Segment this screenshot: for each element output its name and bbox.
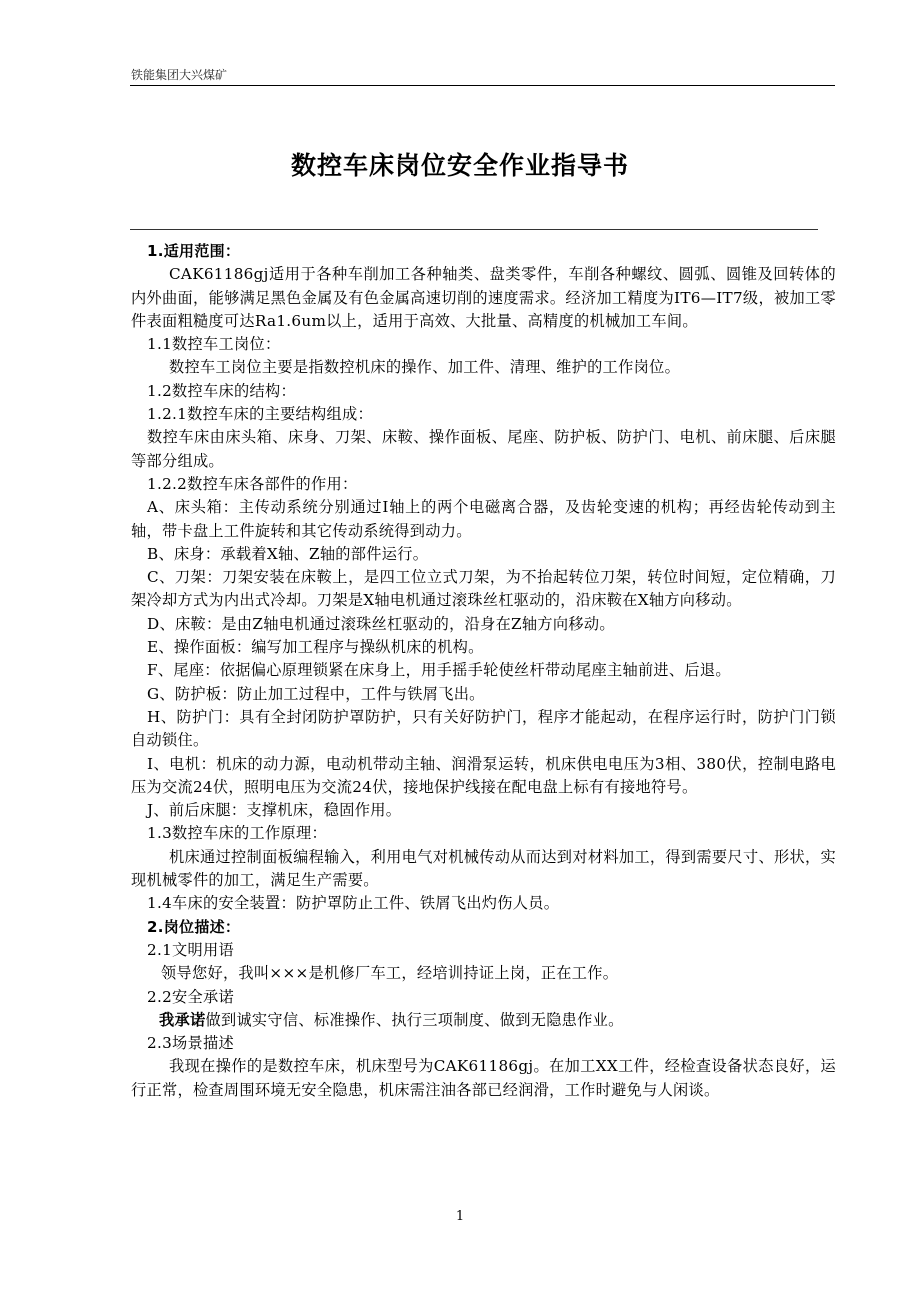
- section-2-2-heading: 2.2安全承诺: [147, 987, 235, 1006]
- part-item-c: C、刀架：刀架安装在床鞍上，是四工位立式刀架，为不抬起转位刀架，转位时间短，定位精确，刀架冷却方式为内出式冷却。刀架是X轴电机通过滚珠丝杠驱动的，沿床鞍在X轴方向移动。: [131, 568, 836, 610]
- section-1-3-heading: 1.3数控车床的工作原理：: [147, 824, 327, 843]
- header-divider: [130, 85, 835, 86]
- header-org-name: 铁能集团大兴煤矿: [131, 68, 228, 82]
- section-1-2-heading: 1.2数控车床的结构：: [147, 381, 296, 400]
- part-item-d: D、床鞍：是由Z轴电机通过滚珠丝杠驱动的，沿身在Z轴方向移动。: [147, 614, 615, 633]
- section-1-2-1-body: 数控车床由床头箱、床身、刀架、床鞍、操作面板、尾座、防护板、防护门、电机、前床腿、后床腿等部分组成。: [131, 428, 836, 470]
- part-item-b: B、床身：承载着X轴、Z轴的部件运行。: [147, 544, 429, 563]
- section-1-1-body: 数控车工岗位主要是指数控机床的操作、加工件、清理、维护的工作岗位。: [169, 358, 681, 377]
- part-item-e: E、操作面板：编写加工程序与操纵机床的机构。: [147, 638, 484, 657]
- section-1-3-body: 机床通过控制面板编程输入，利用电气对机械传动从而达到对材料加工，得到需要尺寸、形状，实现机械零件的加工，满足生产需要。: [131, 847, 836, 890]
- section-1-2-1-heading: 1.2.1数控车床的主要结构组成：: [147, 405, 373, 424]
- section-1-4-line: 1.4车床的安全装置：防护罩防止工件、铁屑飞出灼伤人员。: [147, 894, 560, 913]
- section-2-heading: 2.岗位描述：: [147, 917, 241, 936]
- section-2-3-body: 我现在操作的是数控车床，机床型号为CAK61186gj。在加工XX工件，经检查设备状态良好，运行正常，检查周围环境无安全隐患，机床需注油各部已经润滑，工作时避免与人闲谈。: [131, 1057, 836, 1099]
- page-number: 1: [455, 1209, 465, 1224]
- section-1-2-2-heading: 1.2.2数控车床各部件的作用：: [147, 474, 358, 493]
- document-body: [131, 240, 836, 1102]
- document-title: 数控车床岗位安全作业指导书: [290, 151, 629, 180]
- title-divider: [130, 229, 818, 230]
- section-2-2-body: [131, 1009, 836, 1032]
- part-item-h: H、防护门：具有全封闭防护罩防护，只有关好防护门，程序才能起动，在程序运行时，防护门门锁自动锁住。: [131, 707, 836, 750]
- part-item-a: A、床头箱：主传动系统分别通过Ⅰ轴上的两个电磁离合器，及齿轮变速的机构；再经齿轮传动到主轴，带卡盘上工件旋转和其它传动系统得到动力。: [131, 498, 836, 540]
- section-2-1-body: 领导您好，我叫×××是机修厂车工，经培训持证上岗，正在工作。: [161, 964, 619, 983]
- section-2-1-heading: 2.1文明用语: [147, 940, 235, 959]
- part-item-j: J、前后床腿：支撑机床，稳固作用。: [147, 801, 402, 820]
- part-item-f: F、尾座：依据偏心原理锁紧在床身上，用手摇手轮使丝杆带动尾座主轴前进、后退。: [147, 661, 731, 680]
- section-1-body: CAK61186gj适用于各种车削加工各种轴类、盘类零件，车削各种螺纹、圆弧、圆锥及回转体的内外曲面，能够满足黑色金属及有色金属高速切削的速度需求。经济加工精度为IT6—IT7级，被加工零件表面粗糙度可达Ra1.6um以上，适用于高效、大批量、高精度的机械加工车间。: [131, 265, 836, 330]
- commitment-label: 我承诺: [159, 1010, 206, 1029]
- section-1-heading: 1.适用范围：: [147, 242, 241, 260]
- part-item-g: G、防护板：防止加工过程中，工件与铁屑飞出。: [147, 684, 485, 703]
- part-item-i: I、电机：机床的动力源，电动机带动主轴、润滑泵运转，机床供电电压为3相、380伏，控制电路电压为交流24伏，照明电压为交流24伏，接地保护线接在配电盘上标有有接地符号。: [131, 754, 836, 796]
- section-1-1-heading: 1.1数控车工岗位：: [147, 335, 281, 354]
- section-2-3-heading: 2.3场景描述: [147, 1034, 235, 1053]
- commitment-text: 做到诚实守信、标准操作、执行三项制度、做到无隐患作业。: [205, 1010, 624, 1029]
